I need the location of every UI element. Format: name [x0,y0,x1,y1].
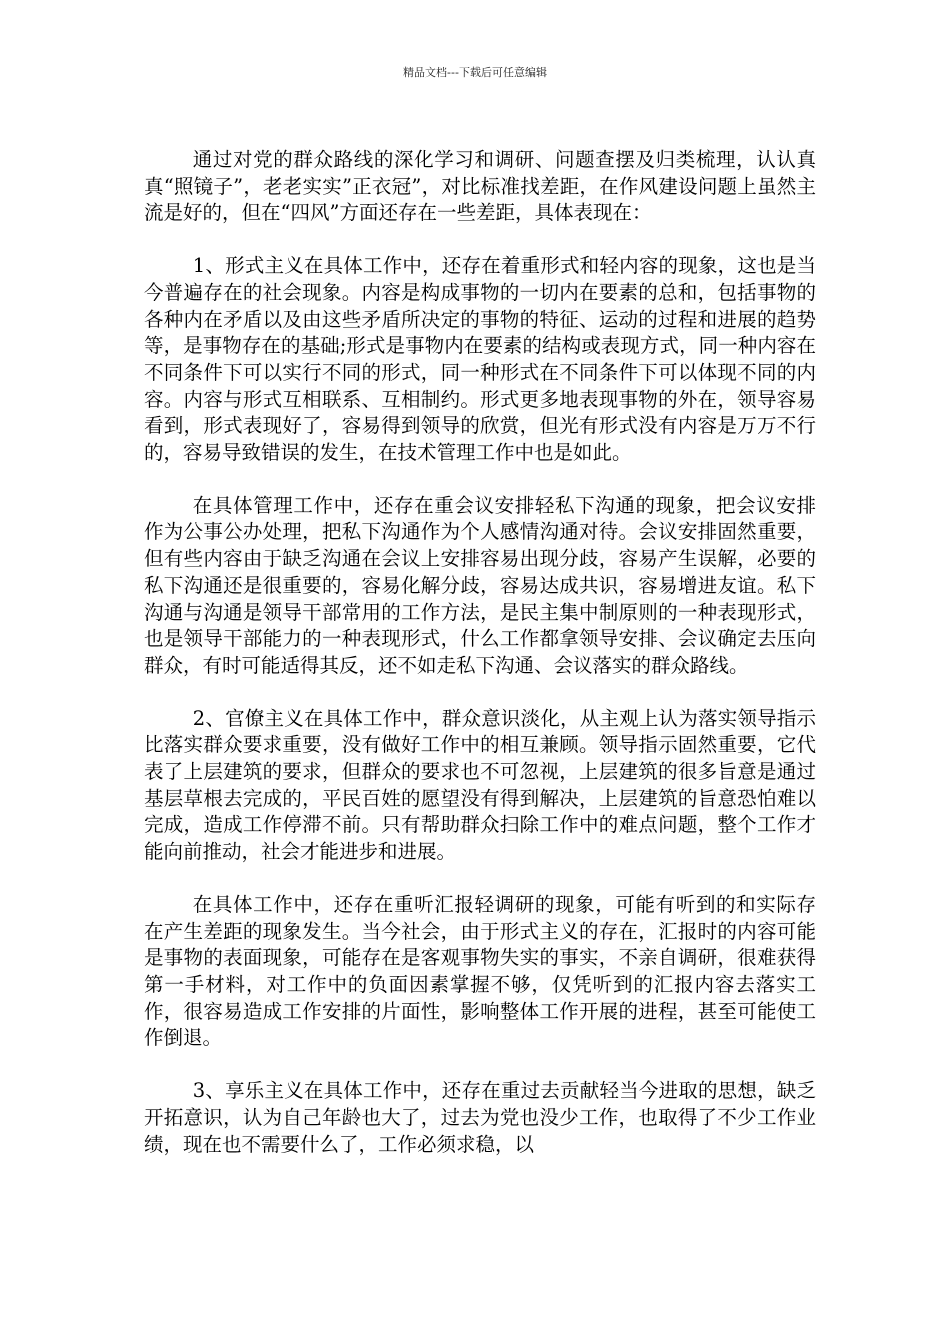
paragraph-formalism: 1、形式主义在具体工作中，还存在着重形式和轻内容的现象，这也是当今普遍存在的社会现象。内容是构成事物的一切内在要素的总和，包括事物的各种内在矛盾以及由这些矛盾所决定的事物的特征、运动的过程和进展的趋势等，是事物存在的基础;形式是事物内在要素的结构或表现方式，同一种内容在不同条件下可以实行不同的形式，同一种形式在不同条件下可以体现不同的内容。内容与形式互相联系、互相制约。形式更多地表现事物的外在，领导容易看到，形式表现好了，容易得到领导的欣赏，但光有形式没有内容是万万不行的，容易导致错误的发生，在技术管理工作中也是如此。 [144,254,816,465]
paragraph-reports: 在具体工作中，还存在重听汇报轻调研的现象，可能有听到的和实际存在产生差距的现象发生。当今社会，由于形式主义的存在，汇报时的内容可能是事物的表面现象，可能存在是客观事物失实的事实，不亲自调研，很难获得第一手材料，对工作中的负面因素掌握不够，仅凭听到的汇报内容去落实工作，很容易造成工作安排的片面性，影响整体工作开展的进程，甚至可能使工作倒退。 [144,892,816,1050]
paragraph-bureaucracy: 2、官僚主义在具体工作中，群众意识淡化，从主观上认为落实领导指示比落实群众要求重要，没有做好工作中的相互兼顾。领导指示固然重要，它代表了上层建筑的要求，但群众的要求也不可忽视，上层建筑的很多旨意是通过基层草根去完成的，平民百姓的愿望没有得到解决，上层建筑的旨意恐怕难以完成，造成工作停滞不前。只有帮助群众扫除工作中的难点问题，整个工作才能向前推动，社会才能进步和进展。 [144,706,816,864]
page-header: 精品文档---下载后可任意编辑 [403,66,547,79]
paragraph-meetings: 在具体管理工作中，还存在重会议安排轻私下沟通的现象，把会议安排作为公事公办处理，把私下沟通作为个人感情沟通对待。会议安排固然重要，但有些内容由于缺乏沟通在会议上安排容易出现分歧，容易产生误解，必要的私下沟通还是很重要的，容易化解分歧，容易达成共识，容易增进友谊。私下沟通与沟通是领导干部常用的工作方法，是民主集中制原则的一种表现形式，也是领导干部能力的一种表现形式，什么工作都拿领导安排、会议确定去压向群众，有时可能适得其反，还不如走私下沟通、会议落实的群众路线。 [144,493,816,677]
document-body [144,147,816,1184]
paragraph-hedonism: 3、享乐主义在具体工作中，还存在重过去贡献轻当今进取的思想，缺乏开拓意识，认为自己年龄也大了，过去为党也没少工作，也取得了不少工作业绩，现在也不需要什么了，工作必须求稳，以 [144,1079,816,1156]
paragraph-intro: 通过对党的群众路线的深化学习和调研、问题查摆及归类梳理，认认真真“照镜子”，老老实实”正衣冠”，对比标准找差距，在作风建设问题上虽然主流是好的，但在“四风”方面还存在一些差距，具体表现在： [144,148,816,225]
